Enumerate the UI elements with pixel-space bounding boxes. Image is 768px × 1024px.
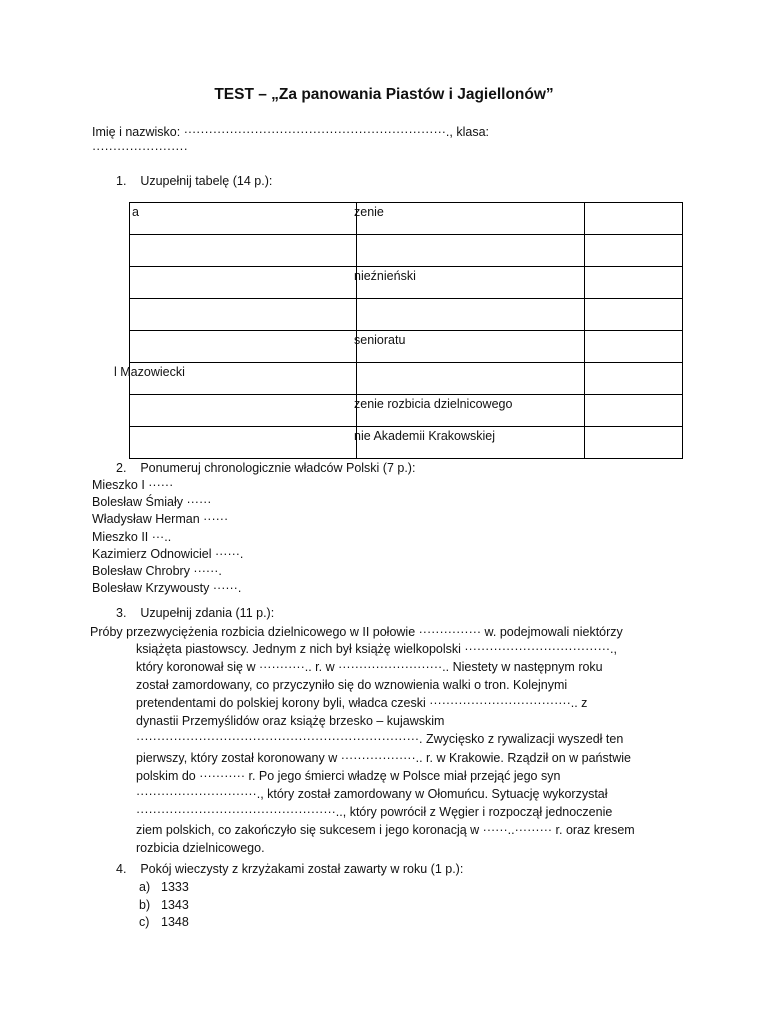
paragraph-line: ····································································. Zwycięsko z rywalizacji wyszedł ten (136, 732, 624, 747)
question-3-paragraph (136, 640, 635, 857)
table-cell[interactable] (357, 235, 585, 267)
paragraph-line: pierwszy, który został koronowany w ··················.. r. w Krakowie. Rządził on w państwie (136, 750, 631, 765)
table-cell[interactable] (130, 203, 357, 235)
table-cell[interactable] (585, 395, 683, 427)
table-cell[interactable] (585, 427, 683, 459)
table-cell[interactable] (130, 395, 357, 427)
table-row (130, 267, 683, 299)
option-value: 1343 (161, 897, 189, 912)
rulers-list (92, 477, 243, 597)
table-cell[interactable] (354, 267, 585, 299)
ruler-item: Bolesław Krzywousty ······. (92, 581, 242, 596)
table-cell-text: zenie (354, 205, 384, 219)
answer-option[interactable] (139, 897, 189, 915)
table-cell-text: l Mazowiecki (114, 365, 185, 379)
paragraph-line: polskim do ··········· r. Po jego śmierci władzę w Polsce miał przejąć jego syn (136, 768, 561, 783)
table-row (130, 395, 683, 427)
table-cell-text: senioratu (354, 333, 406, 347)
paragraph-line: książęta piastowscy. Jednym z nich był książę wielkopolski ···································., (136, 642, 618, 656)
question-4-heading: 4. Pokój wieczysty z krzyżakami został zawarty w roku (1 p.): (116, 862, 464, 876)
table-cell[interactable] (585, 267, 683, 299)
ruler-item: Kazimierz Odnowiciel ······. (92, 546, 244, 561)
option-label: a) (139, 880, 151, 894)
page-title: TEST – „Za panowania Piastów i Jagiellonów” (214, 86, 554, 103)
table-cell-text: nieźnieński (354, 269, 416, 283)
paragraph-line: ·····························., który został zamordowany w Ołomuńcu. Sytuację wykorzystał (136, 786, 608, 801)
table-row (130, 235, 683, 267)
table-cell-text: nie Akademii Krakowskiej (354, 429, 496, 443)
question-4-options (139, 879, 189, 932)
paragraph-line: rozbicia dzielnicowego. (136, 841, 265, 856)
table-cell[interactable] (130, 235, 357, 267)
ruler-item: Mieszko I ······ (92, 478, 174, 492)
table-cell[interactable] (354, 203, 585, 235)
table-cell[interactable] (585, 299, 683, 331)
table-row (130, 203, 683, 235)
option-label: b) (139, 897, 151, 912)
table-cell[interactable] (354, 331, 585, 363)
table-cell[interactable] (357, 299, 585, 331)
option-value: 1333 (161, 880, 189, 894)
question-3-heading: 3. Uzupełnij zdania (11 p.): (116, 606, 275, 620)
table-cell[interactable] (585, 331, 683, 363)
question-3-first-line: Próby przezwyciężenia rozbicia dzielnicowego w II połowie ··············· w. podejmowali niektórzy (90, 625, 623, 639)
table-cell[interactable] (130, 427, 357, 459)
table-cell[interactable] (130, 299, 357, 331)
table-cell[interactable] (354, 427, 585, 459)
table-cell-text: zenie rozbicia dzielnicowego (354, 397, 513, 411)
table-cell[interactable] (130, 267, 357, 299)
table-cell-text: a (132, 205, 139, 219)
table-cell[interactable] (357, 363, 585, 395)
table-cell[interactable] (130, 331, 357, 363)
ruler-item: Mieszko II ···.. (92, 529, 172, 544)
option-value: 1348 (161, 915, 189, 929)
answer-option[interactable] (139, 914, 189, 932)
paragraph-line: ziem polskich, co zakończyło się sukcesem i jego koronacją w ······..········· r. oraz kresem (136, 822, 635, 837)
ruler-item: Władysław Herman ······ (92, 512, 229, 527)
table-cell[interactable] (585, 235, 683, 267)
table-row (130, 299, 683, 331)
option-label: c) (139, 915, 150, 929)
table-row (130, 427, 683, 459)
ruler-item: Bolesław Śmiały ······ (92, 495, 212, 510)
table-cell[interactable] (585, 363, 683, 395)
table-cell[interactable] (585, 203, 683, 235)
paragraph-line: pretendentami do polskiej korony byli, władca czeski ··································.. z (136, 696, 588, 711)
question-1-heading: 1. Uzupełnij tabelę (14 p.): (116, 174, 273, 188)
fill-table (114, 202, 683, 459)
paragraph-line: który koronował się w ···········.. r. w ·························.. Niestety w następnym roku (136, 660, 603, 675)
paragraph-line: został zamordowany, co przyczyniło się do wznowienia walki o tron. Kolejnymi (136, 678, 568, 693)
name-class-line: Imię i nazwisko: ·······························································., klasa: (92, 125, 490, 139)
ruler-item: Bolesław Chrobry ······. (92, 564, 222, 579)
question-2-heading: 2. Ponumeruj chronologicznie władców Polski (7 p.): (116, 461, 416, 475)
paragraph-line: ················································.., który powrócił z Węgier i rozpoczął jednoczenie (136, 804, 613, 819)
table-cell[interactable] (114, 363, 357, 395)
class-dots-line: ······················· (92, 142, 188, 156)
table-row (130, 331, 683, 363)
table-cell[interactable] (354, 395, 585, 427)
paragraph-line: dynastii Przemyślidów oraz książę brzesko – kujawskim (136, 714, 445, 729)
table-row (130, 363, 683, 395)
answer-option[interactable] (139, 879, 189, 897)
